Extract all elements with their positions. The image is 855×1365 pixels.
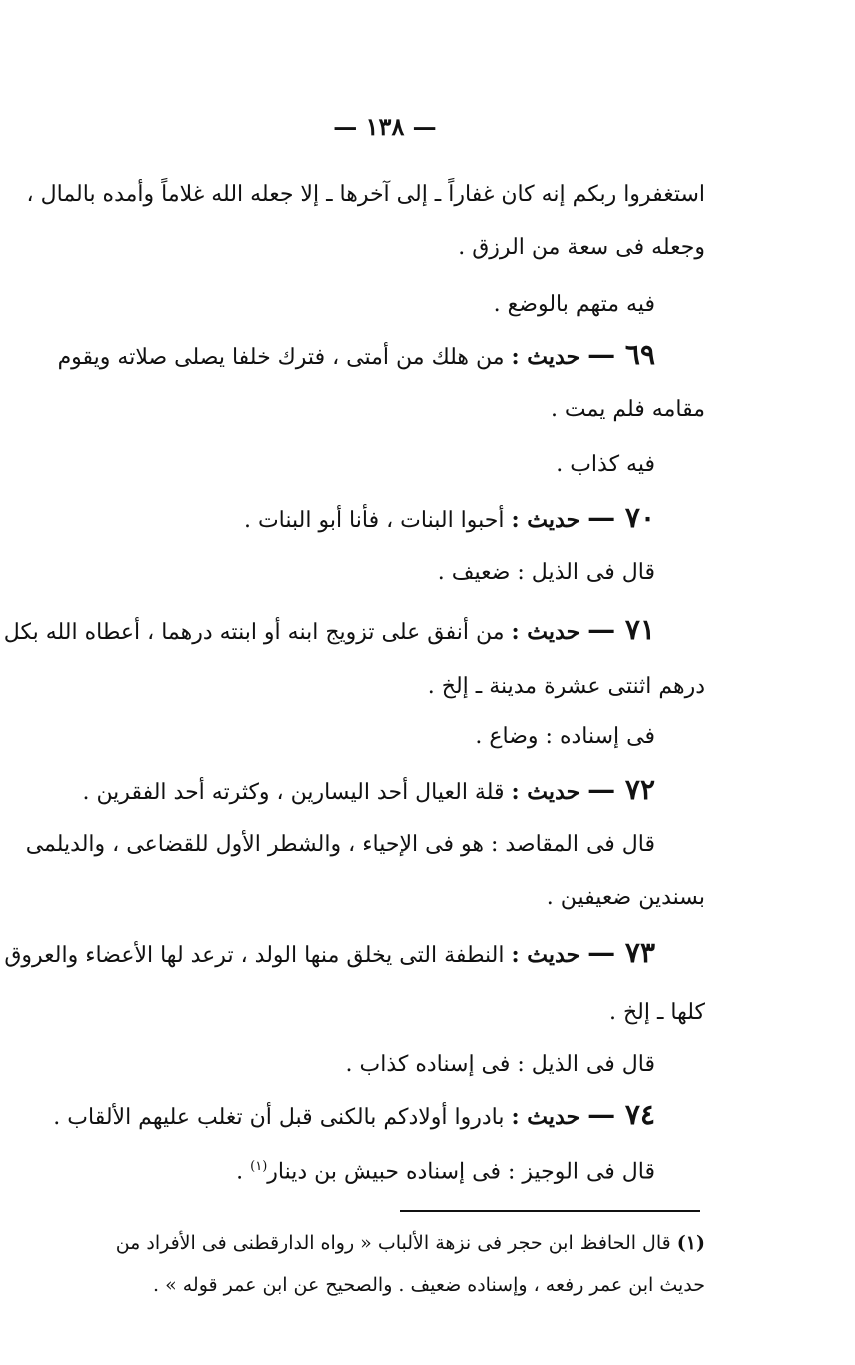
entry-note-continuation: بسندين ضعيفين . <box>546 885 705 910</box>
hadith-entry-69 <box>55 340 655 373</box>
entry-text: بادروا أولادكم بالكنى قبل أن تغلب عليهم الألقاب . <box>53 1105 505 1130</box>
hadith-entry-72 <box>82 775 655 808</box>
entry-number: ٧١ — <box>587 613 655 646</box>
entry-note-text: قال فى الوجيز : فى إسناده حبيش بن دينار <box>267 1159 655 1185</box>
entry-number: ٧٢ — <box>587 773 655 806</box>
entry-text: النطفة التى يخلق منها الولد ، ترعد لها الأعضاء والعروق <box>4 943 505 968</box>
entry-note: قال فى الذيل : ضعيف . <box>437 560 655 585</box>
entry-keyword: حديث : <box>511 507 581 533</box>
entry-note: فى إسناده : وضاع . <box>475 724 655 749</box>
footnote-text: قال الحافظ ابن حجر فى نزهة الألباب « رواه الدارقطنى فى الأفراد من <box>115 1232 671 1254</box>
entry-note: قال فى المقاصد : هو فى الإحياء ، والشطر الأول للقضاعى ، والديلمى <box>25 832 655 857</box>
entry-number: ٧٠ — <box>587 501 655 534</box>
entry-keyword: حديث : <box>511 619 581 645</box>
page-number: — ١٣٨ — <box>333 112 437 141</box>
entry-keyword: حديث : <box>511 344 581 370</box>
entry-keyword: حديث : <box>511 1104 581 1130</box>
footnote-line <box>55 1228 705 1258</box>
footnote-separator <box>400 1210 700 1212</box>
footnote-marker: (١) <box>676 1232 705 1254</box>
entry-keyword: حديث : <box>511 779 581 805</box>
entry-note: قال فى الذيل : فى إسناده كذاب . <box>345 1052 655 1077</box>
footnote-line: حديث ابن عمر رفعه ، وإسناده ضعيف . والصحيح عن ابن عمر قوله » . <box>152 1274 705 1296</box>
footnote-reference: (١) <box>250 1159 268 1174</box>
entry-note-end: . <box>236 1159 251 1185</box>
entry-text: من هلك من أمتى ، فترك خلفا يصلى صلاته ويقوم <box>57 345 505 370</box>
entry-number: ٧٣ — <box>587 936 655 969</box>
entry-text: أحبوا البنات ، فأنا أبو البنات . <box>243 508 505 533</box>
entry-continuation: كلها ـ إلخ . <box>608 1000 705 1025</box>
hadith-entry-74 <box>53 1100 655 1133</box>
entry-text: قلة العيال أحد اليسارين ، وكثرته أحد الفقرين . <box>82 780 505 805</box>
paragraph-line: فيه متهم بالوضع . <box>493 292 655 317</box>
entry-note <box>236 1152 655 1187</box>
entry-number: ٦٩ — <box>587 338 655 371</box>
paragraph-line: استغفروا ربكم إنه كان غفاراً ـ إلى آخرها ـ إلا جعله الله غلاماً وأمده بالمال ، <box>26 182 705 207</box>
entry-continuation: مقامه فلم يمت . <box>550 397 705 422</box>
hadith-entry-70 <box>244 503 655 536</box>
entry-note: فيه كذاب . <box>556 452 655 477</box>
entry-keyword: حديث : <box>511 942 581 968</box>
entry-number: ٧٤ — <box>587 1098 655 1131</box>
paragraph-line: وجعله فى سعة من الرزق . <box>458 235 705 260</box>
hadith-entry-73 <box>4 936 655 971</box>
entry-text: من أنفق على تزويج ابنه أو ابنته درهما ، أعطاه الله بكل <box>3 620 505 645</box>
entry-continuation: درهم اثنتى عشرة مدينة ـ إلخ . <box>427 674 705 699</box>
hadith-entry-71 <box>3 613 655 648</box>
